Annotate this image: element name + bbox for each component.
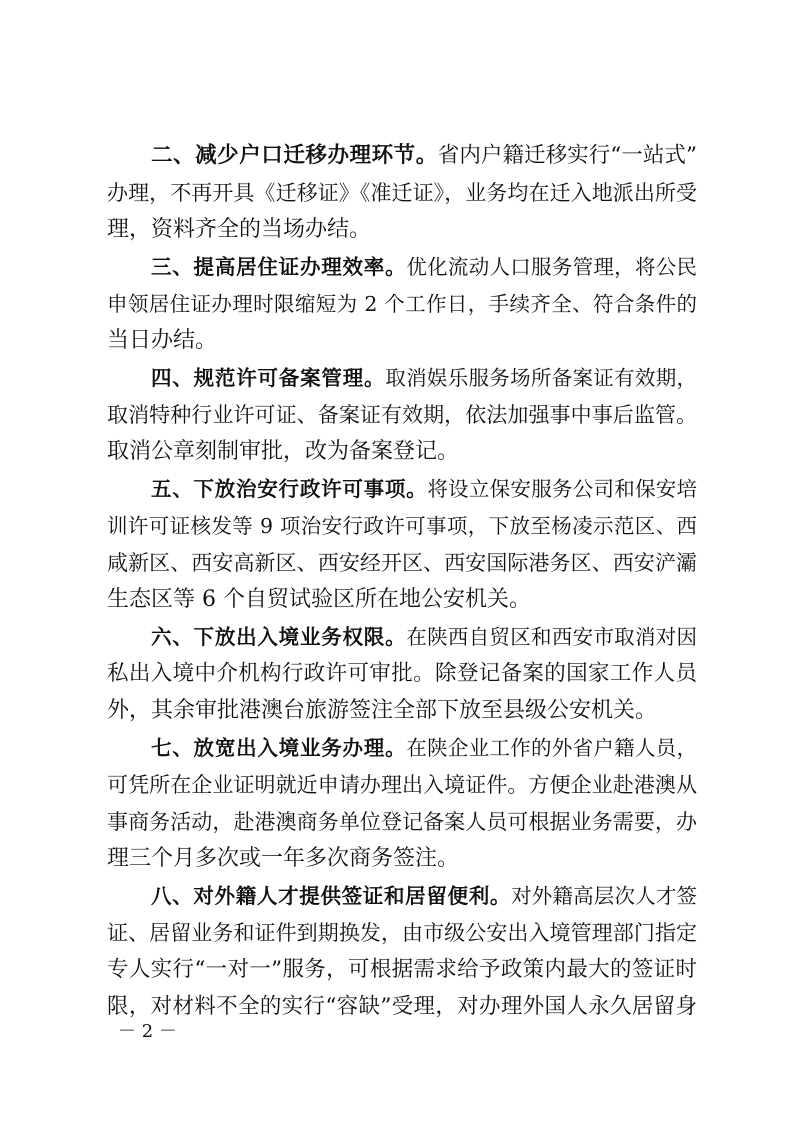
- paragraph-line: 证、居留业务和证件到期换发，由市级公安出入境管理部门指定: [107, 921, 697, 945]
- paragraph-line: [151, 620, 697, 654]
- paragraph-line: 外，其余审批港澳台旅游签注全部下放至县级公安机关。: [107, 698, 658, 723]
- paragraph-line: 理三个月多次或一年多次商务签注。: [107, 846, 460, 871]
- section-heading: 三、提高居住证办理效率。: [151, 255, 407, 279]
- paragraph-line: [151, 139, 697, 173]
- paragraph-text: 取消娱乐服务场所备案证有效期，: [385, 366, 698, 390]
- paragraph-text: 在陕西自贸区和西安市取消对因: [406, 625, 697, 649]
- paragraph-line: [151, 731, 697, 765]
- paragraph-line: [151, 361, 697, 395]
- paragraph-text: 将设立保安服务公司和保安培: [427, 477, 698, 501]
- paragraph-line: 私出入境中介机构行政许可审批。除登记备案的国家工作人员: [107, 661, 697, 686]
- paragraph-line: 可凭所在企业证明就近申请办理出入境证件。方便企业赴港澳从: [107, 773, 697, 797]
- section-heading: 二、减少户口迁移办理环节。: [151, 143, 438, 168]
- paragraph-line: 专人实行“一对一”服务，可根据需求给予政策内最大的签证时: [107, 957, 697, 982]
- paragraph-line: 训许可证核发等 9 项治安行政许可事项，下放至杨凌示范区、西: [107, 514, 697, 538]
- section-heading: 七、放宽出入境业务办理。: [151, 736, 407, 760]
- section-heading: 六、下放出入境业务权限。: [151, 625, 407, 649]
- paragraph-line: 事商务活动，赴港澳商务单位登记备案人员可根据业务需要，办: [107, 810, 697, 834]
- paragraph-line: 咸新区、西安高新区、西安经开区、西安国际港务区、西安浐灞: [107, 551, 697, 575]
- paragraph-line: 生态区等 6 个自贸试验区所在地公安机关。: [107, 587, 531, 612]
- paragraph-line: 当日办结。: [107, 328, 218, 353]
- paragraph-line: [151, 472, 697, 506]
- paragraph-line: [151, 250, 697, 284]
- paragraph-text: 优化流动人口服务管理，将公民: [406, 255, 697, 279]
- paragraph-line: 取消特种行业许可证、备案证有效期，依法加强事中事后监管。: [107, 403, 697, 427]
- paragraph-line: 办理，不再开具《迁移证》《准迁证》，业务均在迁入地派出所受: [107, 181, 697, 205]
- section-heading: 八、对外籍人才提供签证和居留便利。: [151, 884, 512, 908]
- paragraph-text: 在陕企业工作的外省户籍人员，: [406, 736, 697, 760]
- page-number: － 2 －: [118, 1021, 177, 1042]
- section-heading: 四、规范许可备案管理。: [151, 366, 386, 390]
- paragraph-text: 对外籍高层次人才签: [511, 884, 698, 908]
- paragraph-line: 理，资料齐全的当场办结。: [107, 217, 372, 242]
- paragraph-line: 申领居住证办理时限缩短为 2 个工作日，手续齐全、符合条件的: [107, 292, 697, 316]
- paragraph-line: [151, 879, 697, 913]
- section-heading: 五、下放治安行政许可事项。: [151, 477, 428, 501]
- paragraph-line: 限，对材料不全的实行“容缺”受理，对办理外国人永久居留身: [107, 994, 697, 1019]
- paragraph-text: 省内户籍迁移实行“一站式”: [437, 143, 698, 168]
- paragraph-line: 取消公章刻制审批，改为备案登记。: [107, 439, 460, 464]
